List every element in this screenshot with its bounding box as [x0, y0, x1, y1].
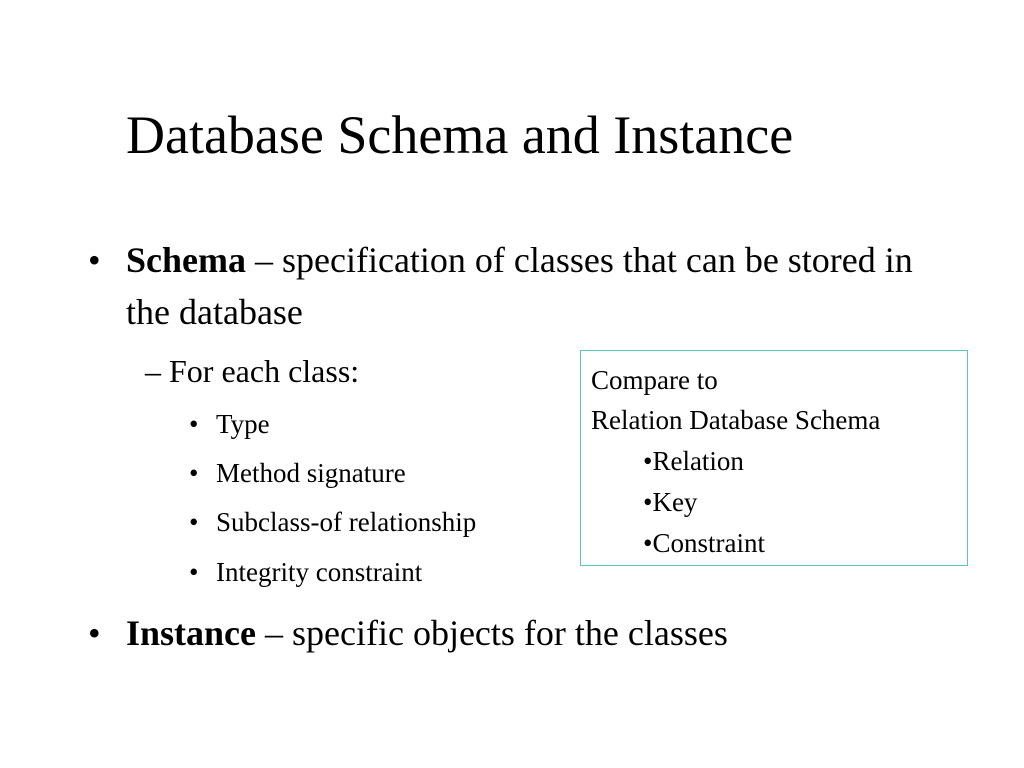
bullet-mark: • [88, 240, 101, 280]
list-item-label: Integrity constraint [216, 557, 423, 587]
list-item-label: Type [216, 409, 270, 439]
compare-box-item: •Constraint [643, 528, 765, 558]
bullet-mark: • [189, 409, 199, 439]
bullet-definition: – specific objects for the classes [256, 613, 728, 653]
compare-box-heading: Compare to [591, 365, 718, 395]
list-item-label: Subclass-of relationship [216, 507, 477, 537]
compare-box-item: •Key [643, 487, 698, 517]
compare-box [580, 350, 968, 566]
slide-title: Database Schema and Instance [126, 105, 794, 165]
bullet-mark: • [189, 507, 199, 537]
bullet-definition: – specification of classes that can be stored in the database [126, 240, 913, 332]
bullet-term: Schema [126, 240, 246, 280]
bullet-mark: • [189, 557, 199, 587]
sub-bullet-for-each-class: – For each class: [145, 353, 360, 389]
bullet-term: Instance [126, 613, 257, 653]
compare-box-subheading: Relation Database Schema [591, 405, 881, 435]
bullet-text [126, 607, 926, 659]
bullet-mark: • [189, 458, 199, 488]
bullet-text [126, 234, 926, 338]
list-item-label: Method signature [216, 458, 406, 488]
compare-box-item: •Relation [643, 446, 744, 476]
bullet-mark: • [88, 613, 101, 653]
